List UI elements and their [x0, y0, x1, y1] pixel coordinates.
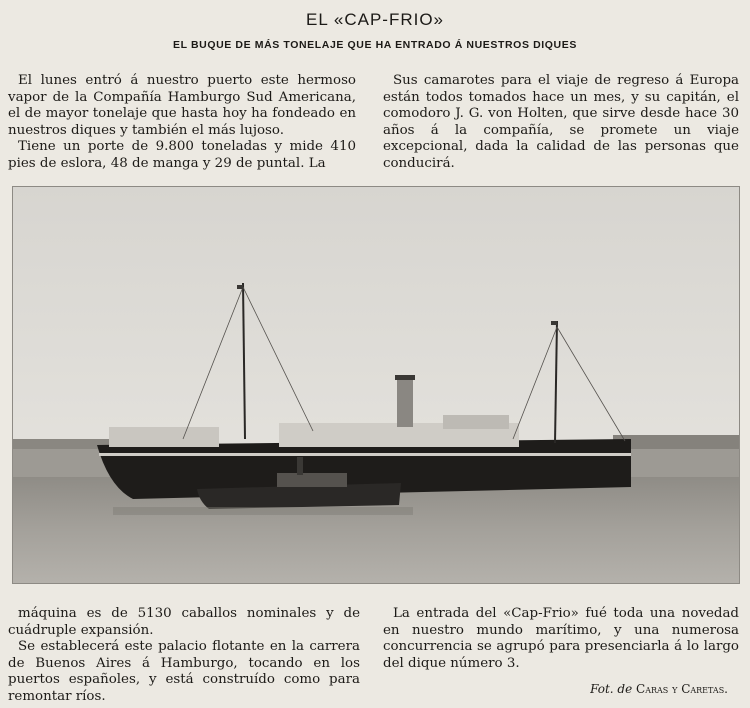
hull-stripe: [99, 453, 631, 456]
flag: [551, 321, 557, 325]
credit-prefix: Fot. de: [590, 682, 633, 696]
paragraph: La entrada del «Cap-Frio» fué toda una novedad en nuestro mundo marítimo, y una numerosa concurrencia se agrupó para presenciarla á lo largo del dique número 3.: [383, 606, 739, 671]
deckhouse: [443, 415, 509, 429]
paragraph: Se establecerá este palacio flotante en la carrera de Buenos Aires á Hamburgo, tocando en los puertos españoles, y está construído como para remontar ríos.: [8, 639, 360, 704]
column-bottom-left: [8, 606, 360, 706]
photo-credit: [590, 682, 728, 696]
reflection: [113, 507, 413, 515]
article-title: EL «CAP-FRIO»: [305, 10, 445, 29]
paragraph: El lunes entró á nuestro puerto este hermoso vapor de la Compañía Hamburgo Sud Americana, el de mayor tonelaje que hasta hoy ha fondeado en nuestros diques y también el más lujoso.: [8, 73, 356, 138]
funnel-top: [395, 375, 415, 380]
column-top-left: [8, 73, 356, 173]
credit-source: Caras y Caretas.: [636, 682, 728, 696]
article-subtitle: EL BUQUE DE MÁS TONELAJE QUE HA ENTRADO Á NUESTROS DIQUES: [173, 39, 577, 51]
paragraph: máquina es de 5130 caballos nominales y de cuádruple expansión.: [8, 606, 360, 638]
ship-photograph: [12, 186, 740, 584]
tug-cabin: [277, 473, 347, 487]
column-bottom-right: [383, 606, 739, 672]
funnel: [397, 377, 413, 427]
tug-funnel: [297, 457, 303, 475]
far-buildings: [613, 435, 739, 449]
paragraph: Tiene un porte de 9.800 toneladas y mide 410 pies de eslora, 48 de manga y 29 de puntal. La: [8, 139, 356, 171]
flag: [237, 285, 243, 289]
superstructure: [109, 427, 219, 447]
column-top-right: [383, 73, 739, 173]
ship-illustration: [13, 187, 739, 583]
paragraph: Sus camarotes para el viaje de regreso á Europa están todos tomados hace un mes, y su capitán, el comodoro J. G. von Holten, que sirve desde hace 30 años á la compañía, se promete un viaje excepcional, dada la calidad de las personas que conducirá.: [383, 73, 739, 171]
